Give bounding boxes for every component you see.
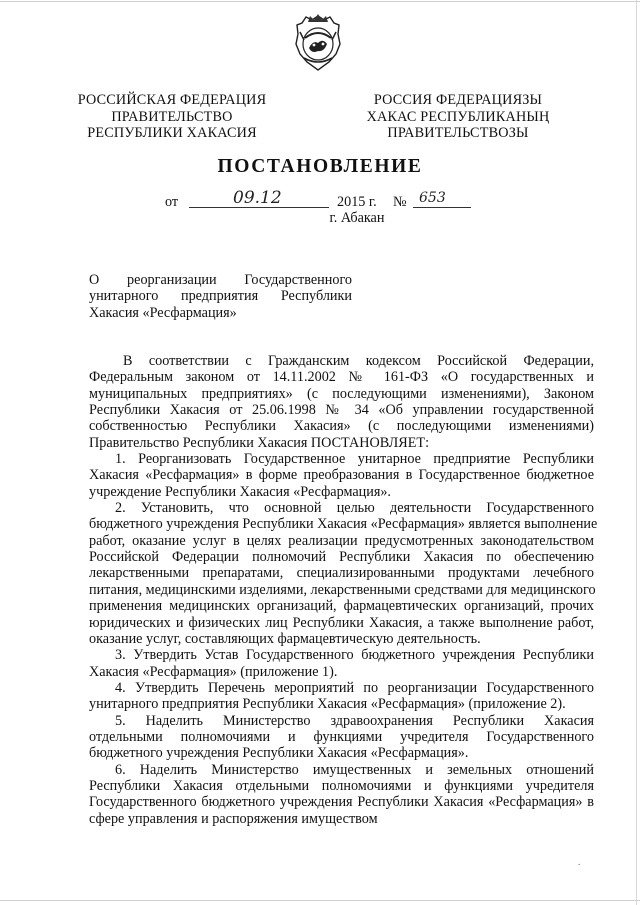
- item-1-line: Хакасия «Ресфармация» в форме преобразования в Государственное бюджетное: [89, 467, 594, 484]
- item-2-line: оказание услуг, составляющих фармацевтическую деятельность.: [89, 630, 481, 647]
- subject-line: О реорганизации Государственного: [89, 272, 352, 288]
- item-3-line: Хакасия «Ресфармация» (приложение 1).: [89, 663, 338, 680]
- item-1-line: учреждение Республики Хакасия «Ресфармация».: [89, 483, 391, 500]
- item-2-line: Российской Федерации полномочий Республики Хакасия по обеспечению: [89, 549, 594, 566]
- page-border-top: [0, 1, 640, 2]
- body-line: Федеральным законом от 14.11.2002 № 161-ФЗ «О государственных и: [89, 369, 594, 386]
- item-6-line: Государственного бюджетного учреждения Республики Хакасия «Ресфармация» в: [89, 794, 594, 811]
- year-label: 2015 г.: [337, 194, 377, 210]
- header-right-line-3: ПРАВИТЕЛЬСТВОЗЫ: [387, 125, 529, 141]
- item-5-line: отдельными полномочиями и функциями учредителя Государственного: [89, 728, 594, 745]
- header-right-line-1: РОССИЯ ФЕДЕРАЦИЯЗЫ: [373, 92, 543, 108]
- body-line: Республики Хакасия от 25.06.1998 № 34 «Об управлении государственной: [89, 402, 594, 419]
- item-1-line: 1. Реорганизовать Государственное унитарное предприятие Республики: [115, 451, 594, 468]
- item-5-line: 5. Наделить Министерство здравоохранения Республики Хакасия: [115, 712, 594, 729]
- item-6-line: Республики Хакасия отдельными полномочиями и функциями учредителя: [89, 777, 594, 794]
- subject-line: унитарного предприятия Республики: [89, 288, 352, 305]
- body-line: В соответствии с Гражданским кодексом Российской Федерации,: [123, 353, 594, 369]
- header-left-line-1: РОССИЙСКАЯ ФЕДЕРАЦИЯ: [77, 92, 267, 108]
- item-2-line: бюджетного учреждения Республики Хакасия «Ресфармация» является выполнение: [89, 516, 598, 533]
- header-left-block: [72, 92, 272, 142]
- item-6-line: 6. Наделить Министерство имущественных и земельных отношений: [115, 761, 594, 778]
- item-4-line: 4. Утвердить Перечень мероприятий по реорганизации Государственного: [115, 679, 594, 696]
- item-2-line: работ, оказание услуг в целях реализации предусмотренных законодательством: [89, 532, 594, 549]
- item-2-line: 2. Установить, что основной целью деятельности Государственного: [115, 500, 594, 517]
- item-3-line: 3. Утвердить Устав Государственного бюджетного учреждения Республики: [115, 647, 594, 664]
- number-sign: №: [393, 194, 407, 210]
- item-5-line: бюджетного учреждения Республики Хакасия «Ресфармация».: [89, 745, 469, 762]
- handwritten-date: 09.12: [233, 188, 282, 208]
- page-border-bottom: [0, 900, 640, 901]
- item-2-line: юридических и физических лиц Республики Хакасия, а также выполнение работ,: [89, 614, 594, 631]
- header-left-line-3: РЕСПУБЛИКИ ХАКАСИЯ: [87, 125, 257, 141]
- corner-mark: .: [578, 857, 581, 867]
- date-prefix: от: [165, 194, 179, 210]
- body-line: собственностью Республики Хакасия» (с последующими изменениями): [89, 418, 594, 435]
- document-body: [89, 353, 598, 827]
- item-2-line: применения медицинских организаций, фармацевтических организаций, прочих: [89, 598, 594, 615]
- subject-block: [89, 272, 352, 321]
- number-underline: [413, 207, 471, 208]
- item-6-line: сфере управления и распоряжения имуществом: [89, 810, 378, 827]
- item-2-line: лекарственными препаратами, специализированными продуктами лечебного: [89, 565, 594, 582]
- header-right-block: [358, 92, 558, 142]
- page-border-right: [636, 0, 637, 905]
- header-left-line-2: ПРАВИТЕЛЬСТВО: [111, 108, 233, 125]
- date-number-line: [165, 190, 485, 210]
- header-right-line-2: ХАКАС РЕСПУБЛИКАНЫҢ: [366, 108, 550, 125]
- body-line: муниципальных предприятиях» (с последующими изменениями), Законом: [89, 385, 594, 402]
- coat-of-arms-emblem: [294, 14, 342, 72]
- item-4-line: унитарного предприятия Республики Хакасия «Ресфармация» (приложение 2).: [89, 696, 566, 713]
- body-line: Правительство Республики Хакасия ПОСТАНОВЛЯЕТ:: [89, 434, 430, 451]
- city-label: г. Абакан: [329, 210, 385, 226]
- subject-line: Хакасия «Ресфармация»: [89, 304, 237, 321]
- item-2-line: питания, медицинскими изделиями, лекарственными средствами для медицинского: [89, 581, 596, 598]
- document-title: ПОСТАНОВЛЕНИЕ: [217, 156, 423, 177]
- handwritten-number: 653: [419, 190, 446, 206]
